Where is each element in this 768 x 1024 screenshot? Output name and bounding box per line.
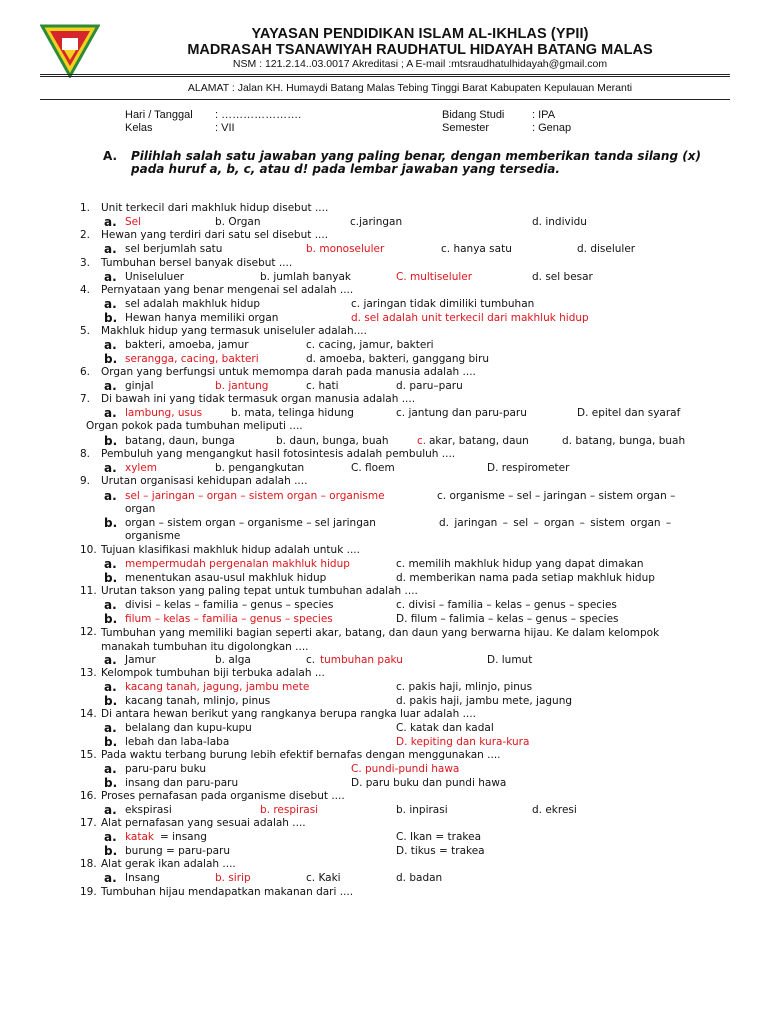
semester-value: : Genap: [532, 122, 572, 134]
question-text: Kelompok tumbuhan biji terbuka adalah ...: [101, 667, 325, 679]
option: D. tikus = trakea: [396, 845, 485, 857]
option: = insang: [160, 831, 207, 843]
option: C. floem: [351, 462, 395, 474]
option-letter: a.: [104, 379, 117, 393]
option: ginjal: [125, 380, 154, 392]
option: lebah dan laba-laba: [125, 736, 230, 748]
option: c. hanya satu: [441, 243, 512, 255]
option: sel berjumlah satu: [125, 243, 223, 255]
question-number: 10.: [80, 544, 97, 556]
option-letter: b.: [104, 694, 118, 708]
option: batang, daun, bunga: [125, 435, 235, 447]
option: sel adalah makhluk hidup: [125, 298, 261, 310]
option-letter: a.: [104, 242, 117, 256]
question-text: Pada waktu terbang burung lebih efektif bernafas dengan menggunakan ....: [101, 749, 501, 761]
option-answer: serangga, cacing, bakteri: [125, 353, 259, 365]
question-number: 18.: [80, 858, 97, 870]
option: menentukan asau-usul makhluk hidup: [125, 572, 327, 584]
question-number: 8.: [80, 448, 91, 460]
option: Jamur: [125, 654, 156, 666]
option: D. respirometer: [487, 462, 570, 474]
option: c. memilih makhluk hidup yang dapat dimakan: [396, 558, 644, 570]
option-letter: b.: [104, 571, 118, 585]
option: d. pakis haji, jambu mete, jagung: [396, 695, 573, 707]
option-answer: D. kepiting dan kura-kura: [396, 736, 530, 748]
option-answer: C. multiseluler: [396, 271, 473, 283]
question-text: Di bawah ini yang tidak termasuk organ manusia adalah ....: [101, 393, 416, 405]
option-letter: a.: [104, 653, 117, 667]
option-letter: b.: [104, 311, 118, 325]
option: b. jumlah banyak: [260, 271, 351, 283]
question-number: 12.: [80, 626, 97, 638]
option: d. paru–paru: [396, 380, 463, 392]
school-name: MADRASAH TSANAWIYAH RAUDHATUL HIDAYAH BATANG MALAS: [187, 42, 653, 58]
option: C. katak dan kadal: [396, 722, 494, 734]
question-text: Tujuan klasifikasi makhluk hidup adalah untuk ....: [101, 544, 360, 556]
option: d. badan: [396, 872, 443, 884]
subject-value: : IPA: [532, 109, 556, 121]
question-text: Alat pernafasan yang sesuai adalah ....: [101, 817, 306, 829]
option-letter: b.: [104, 516, 118, 530]
question-number: 11.: [80, 585, 97, 597]
instruction-label: A.: [103, 149, 118, 163]
question-number: 15.: [80, 749, 97, 761]
option: D. epitel dan syaraf: [577, 407, 681, 419]
option: b. inpirasi: [396, 804, 448, 816]
question-number: 16.: [80, 790, 97, 802]
option-letter: a.: [104, 557, 117, 571]
option-answer: b. monoseluler: [306, 243, 385, 255]
option-wrapped: d. jaringan – sel – organ – sistem organ – organisme: [125, 517, 672, 542]
option-letter: a.: [104, 489, 117, 503]
option-answer: b. sirip: [215, 872, 251, 884]
option-letter: a.: [104, 270, 117, 284]
question-text: Organ yang berfungsi untuk memompa darah pada manusia adalah ....: [101, 366, 476, 378]
option-letter: c.: [306, 654, 316, 666]
option: burung = paru-paru: [125, 845, 231, 857]
header-divider-2: [40, 76, 730, 77]
option: c. Kaki: [306, 872, 341, 884]
option: d. individu: [532, 216, 587, 228]
option: C. Ikan = trakea: [396, 831, 482, 843]
option-answer: katak: [125, 831, 154, 843]
question-number: 5.: [80, 325, 91, 337]
option-letter: a.: [104, 721, 117, 735]
option: Insang: [125, 872, 160, 884]
day-value: : ………………….: [215, 109, 302, 121]
question-number: 6.: [80, 366, 91, 378]
option-answer: d. sel adalah unit terkecil dari makhluk hidup: [351, 312, 589, 324]
option-letter: b.: [104, 776, 118, 790]
option: insang dan paru-paru: [125, 777, 239, 789]
option: c. jaringan tidak dimiliki tumbuhan: [351, 298, 535, 310]
option-wrapped: c. organisme – sel – jaringan – sistem organ – organ: [125, 490, 676, 515]
question-text: Pembuluh yang mengangkut hasil fotosintesis adalah pembuluh ....: [101, 448, 456, 460]
day-label: Hari / Tanggal: [125, 109, 193, 121]
option-letter: a.: [104, 461, 117, 475]
option: d. diseluler: [577, 243, 636, 255]
option: b. alga: [215, 654, 251, 666]
option: c.jaringan: [350, 216, 403, 228]
question-number: 17.: [80, 817, 97, 829]
option-answer-letter: c.: [417, 435, 427, 447]
question-text: Urutan organisasi kehidupan adalah ....: [101, 475, 308, 487]
option: c. divisi – familia – kelas – genus – species: [396, 599, 617, 611]
option: c. cacing, jamur, bakteri: [306, 339, 434, 351]
option: paru-paru buku: [125, 763, 207, 775]
question-text: Tumbuhan bersel banyak disebut ....: [101, 257, 293, 269]
question-number: 3.: [80, 257, 91, 269]
option-answer: sel – jaringan – organ – sistem organ – organisme: [125, 490, 385, 502]
option: bakteri, amoeba, jamur: [125, 339, 249, 351]
instruction-text: Pilihlah salah satu jawaban yang paling benar, dengan memberikan tanda silang (x) pada huruf a, b, c, atau d! pada lembar jawaban yang tersedia.: [131, 149, 701, 176]
option-letter: a.: [104, 338, 117, 352]
question-text: Unit terkecil dari makhluk hidup disebut ....: [101, 202, 329, 214]
option: d. batang, bunga, buah: [562, 435, 686, 447]
question-text: Tumbuhan yang memiliki bagian seperti akar, batang, dan daun yang berwarna hijau. Ke dalam kelompok manakah tumbuhan itu digolongkan ....: [101, 627, 660, 653]
option-letter: b.: [104, 735, 118, 749]
option: d. amoeba, bakteri, ganggang biru: [306, 353, 490, 365]
header-divider: [40, 74, 730, 75]
option-letter: a.: [104, 803, 117, 817]
question-number: 2.: [80, 229, 91, 241]
semester-label: Semester: [442, 122, 490, 134]
option-letter: b.: [104, 844, 118, 858]
option: Uniseluluer: [125, 271, 185, 283]
school-contact: NSM : 121.2.14..03.0017 Akreditasi ; A E-mail :mtsraudhatulhidayah@gmail.com: [232, 58, 608, 70]
question-number: 4.: [80, 284, 91, 296]
option-answer: C. pundi-pundi hawa: [351, 763, 460, 775]
option-answer: kacang tanah, jagung, jambu mete: [125, 681, 310, 693]
option-letter: b.: [104, 352, 118, 366]
option: c. jantung dan paru-paru: [396, 407, 527, 419]
option: kacang tanah, mlinjo, pinus: [125, 695, 271, 707]
option: ekspirasi: [125, 804, 172, 816]
foundation-name: YAYASAN PENDIDIKAN ISLAM AL-IKHLAS (YPII): [251, 26, 589, 42]
option: b. pengangkutan: [215, 462, 305, 474]
address-divider: [40, 99, 730, 100]
option: Hewan hanya memiliki organ: [125, 312, 279, 324]
question-number: 7.: [80, 393, 91, 405]
subject-label: Bidang Studi: [442, 109, 505, 121]
option-letter: b.: [104, 612, 118, 626]
option-letter: a.: [104, 406, 117, 420]
option-answer: mempermudah pergenalan makhluk hidup: [125, 558, 350, 570]
class-label: Kelas: [125, 122, 153, 134]
option: c. hati: [306, 380, 339, 392]
option-answer: xylem: [125, 462, 158, 474]
option: D. paru buku dan pundi hawa: [351, 777, 507, 789]
option-letter: a.: [104, 830, 117, 844]
option-answer: tumbuhan paku: [320, 654, 403, 666]
option-letter: a.: [104, 215, 117, 229]
question-text: Tumbuhan hijau mendapatkan makanan dari ....: [101, 886, 354, 898]
option: d. sel besar: [532, 271, 593, 283]
option: b. Organ: [215, 216, 261, 228]
question-number: 19.: [80, 886, 97, 898]
school-address: ALAMAT : Jalan KH. Humaydi Batang Malas Tebing Tinggi Barat Kabupaten Kepulauan Meranti: [187, 82, 633, 94]
option-letter: b.: [104, 434, 118, 448]
option: akar, batang, daun: [429, 435, 529, 447]
option-answer: lambung, usus: [125, 407, 203, 419]
question-number: 9.: [80, 475, 91, 487]
option: d. ekresi: [532, 804, 577, 816]
option: c. pakis haji, mlinjo, pinus: [396, 681, 533, 693]
question-text: Di antara hewan berikut yang rangkanya berupa rangka luar adalah ....: [101, 708, 476, 720]
question-text: Makhluk hidup yang termasuk uniseluler adalah....: [101, 325, 367, 337]
option-letter: a.: [104, 297, 117, 311]
question-text: Alat gerak ikan adalah ....: [101, 858, 236, 870]
option: b. mata, telinga hidung: [231, 407, 354, 419]
question-number: 13.: [80, 667, 97, 679]
option: D. lumut: [487, 654, 533, 666]
option: d. memberikan nama pada setiap makhluk hidup: [396, 572, 655, 584]
option: b. daun, bunga, buah: [276, 435, 389, 447]
option: divisi – kelas – familia – genus – species: [125, 599, 334, 611]
option-letter: a.: [104, 598, 117, 612]
question-text: Urutan takson yang paling tepat untuk tumbuhan adalah ....: [101, 585, 418, 597]
question-text: Organ pokok pada tumbuhan meliputi ....: [86, 420, 303, 432]
school-logo: [40, 22, 100, 78]
option: D. filum – falimia – kelas – genus – species: [396, 613, 619, 625]
question-number: 14.: [80, 708, 97, 720]
question-text: Proses pernafasan pada organisme disebut ....: [101, 790, 345, 802]
question-number: 1.: [80, 202, 91, 214]
option-answer: b. jantung: [215, 380, 269, 392]
option-answer: filum – kelas – familia – genus – species: [125, 613, 333, 625]
instruction: [103, 150, 701, 176]
class-value: : VII: [215, 122, 235, 134]
question-text: Pernyataan yang benar mengenai sel adalah ....: [101, 284, 354, 296]
option-answer: b. respirasi: [260, 804, 319, 816]
option: belalang dan kupu-kupu: [125, 722, 252, 734]
option-letter: a.: [104, 762, 117, 776]
option-answer: Sel: [125, 216, 142, 228]
option-letter: a.: [104, 871, 117, 885]
option: organ – sistem organ – organisme – sel jaringan: [125, 517, 376, 529]
question-text: Hewan yang terdiri dari satu sel disebut ....: [101, 229, 329, 241]
option-letter: a.: [104, 680, 117, 694]
